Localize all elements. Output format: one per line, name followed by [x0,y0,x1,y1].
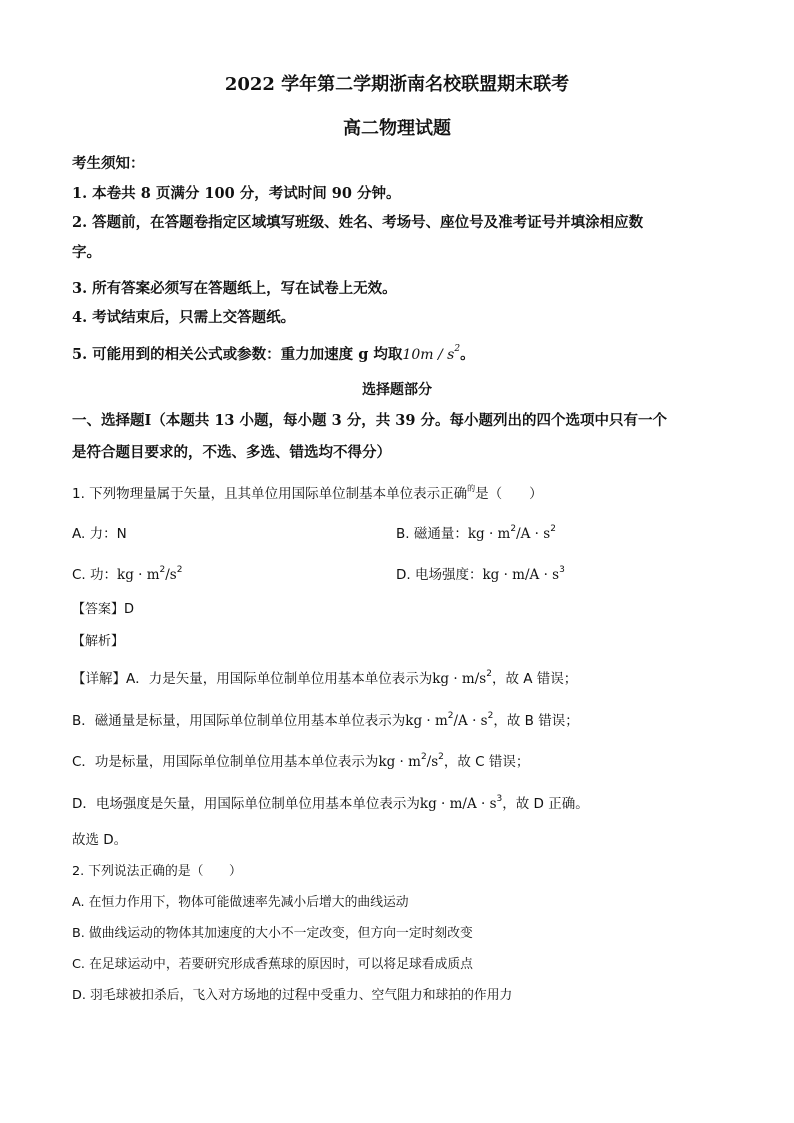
q1-option-c-label: C. 功： [72,567,118,583]
q1-option-b-unit: kg · m [467,526,511,542]
notice-heading: 考生须知： [72,155,145,172]
q1-answer: 【答案】D [72,602,135,617]
q1-option-d-label: D. 电场强度： [396,567,483,583]
gravity-exponent: 2 [454,344,461,355]
q1-stem [72,482,543,502]
q1-detail-b-unit: kg · m [405,713,448,729]
q1-stem-text: 1. 下列物理量属于矢量，且其单位用国际单位制基本单位表示正确 [72,486,468,502]
q1-detail-b-exp-1: 2 [447,710,454,721]
q1-conclusion: 故选 D。 [72,832,128,848]
q1-detail-b-text: B．磁通量是标量，用国际单位制单位用基本单位表示为 [72,713,406,729]
q1-detail-b [72,709,579,729]
q1-option-c-unit-2: /s [165,567,177,583]
q1-detail-c-unit: kg · m [378,754,421,770]
q1-option-b-exp-1: 2 [510,523,517,534]
q1-option-d-exp: 3 [559,564,565,575]
q1-option-c-unit: kg · m [117,567,160,583]
q1-option-b-exp-2: 2 [550,523,556,534]
q2-option-a: A. 在恒力作用下，物体可能做速率先减小后增大的曲线运动 [72,895,409,910]
q1-option-d [396,563,565,583]
section-intro-line-2: 是符合题目要求的，不选、多选、错选均不得分） [72,444,391,461]
notice-item-5 [72,343,475,364]
q1-detail-c-exp-2: 2 [438,751,444,762]
q1-detail-d-text: D．电场强度是矢量，用国际单位制单位用基本单位表示为 [72,796,420,812]
q1-stem-mark: 的 [467,483,476,493]
q1-option-d-unit: kg · m/A · s [482,567,560,583]
q1-detail-a-unit: kg · m/s [432,671,487,687]
q2-option-c: C. 在足球运动中，若要研究形成香蕉球的原因时，可以将足球看成质点 [72,957,473,972]
notice-item-2: 2. 答题前，在答题卷指定区域填写班级、姓名、考场号、座位号及准考证号并填涂相应数 [72,214,644,231]
exam-title: 2022 学年第二学期浙南名校联盟期末联考 [224,74,570,95]
exam-subtitle: 高二物理试题 [343,118,451,139]
notice-item-5-text: 5. 可能用到的相关公式或参数：重力加速度 g 均取 [72,346,403,363]
notice-item-3: 3. 所有答案必须写在答题纸上，写在试卷上无效。 [72,280,397,297]
q1-analysis-label: 【解析】 [72,634,125,649]
q2-stem: 2. 下列说法正确的是（ ） [72,864,242,879]
q1-detail-c-exp-1: 2 [420,751,427,762]
notice-item-4: 4. 考试结束后，只需上交答题纸。 [72,309,296,326]
q1-detail-c-unit-2: /s [426,754,439,770]
q1-detail-c-end: ，故 C 错误； [443,754,530,770]
q2-option-b: B. 做曲线运动的物体其加速度的大小不一定改变，但方向一定时刻改变 [72,926,473,941]
q1-option-c [72,563,182,583]
section-title: 选择题部分 [362,382,432,398]
q1-detail-b-unit-2: /A · s [453,713,488,729]
q1-detail-a-end: ，故 A 错误； [491,671,578,687]
q1-detail-c-text: C．功是标量，用国际单位制单位用基本单位表示为 [72,754,379,770]
q2-option-d: D. 羽毛球被扣杀后，飞入对方场地的过程中受重力、空气阻力和球拍的作用力 [72,988,513,1003]
q1-option-b-label: B. 磁通量： [396,526,468,542]
q1-detail-d [72,792,589,812]
q1-detail-a [72,667,577,687]
notice-item-5-end: 。 [460,346,475,363]
q1-detail-a-exp: 2 [486,668,492,679]
q1-option-b-unit-2: /A · s [516,526,551,542]
gravity-value: 10m / s [402,347,455,363]
q1-option-c-exp-2: 2 [176,564,183,575]
notice-item-1: 1. 本卷共 8 页满分 100 分，考试时间 90 分钟。 [72,185,401,202]
q1-detail-b-exp-2: 2 [487,710,494,721]
q1-detail-c [72,750,529,770]
q1-stem-end: 是（ ） [475,486,543,502]
q1-option-c-exp-1: 2 [159,564,166,575]
q1-option-b [396,522,556,542]
section-intro-line-1: 一、选择题Ⅰ（本题共 13 小题，每小题 3 分，共 39 分。每小题列出的四个选项中只有一个 [72,412,668,429]
q1-detail-b-end: ，故 B 错误； [493,713,579,729]
q1-detail-a-text: 【详解】A．力是矢量，用国际单位制单位用基本单位表示为 [72,671,433,687]
notice-item-2-cont: 字。 [72,244,101,261]
q1-detail-d-exp: 3 [496,793,503,804]
q1-detail-d-end: ，故 D 正确。 [502,796,589,812]
q1-detail-d-unit: kg · m/A · s [419,796,497,812]
q1-option-a: A. 力：N [72,526,127,542]
